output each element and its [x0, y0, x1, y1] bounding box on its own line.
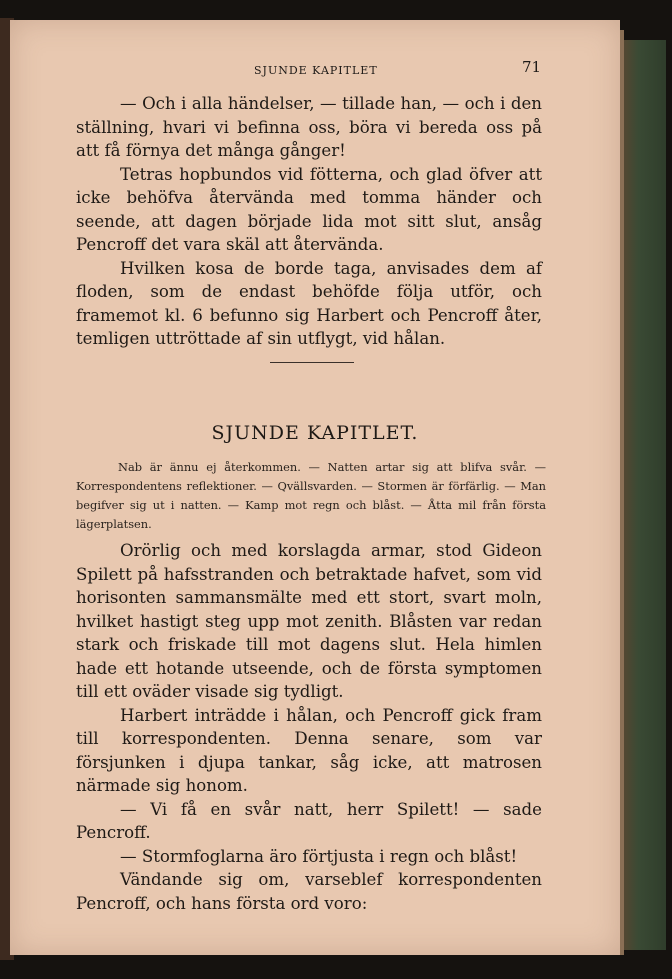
paragraph: Orörlig och med korslagda armar, stod Gideon Spilett på hafsstranden och betraktade hafvet, som vid horisonten sammansmälte med ett stort, svart moln, hvilket hastigt steg upp mot zenith. Blåsten var redan stark och friskade till mot dagens slut. Hela himlen hade ett hotande utseende, och de första symptomen till ett oväder visade sig tydligt.: [76, 541, 542, 701]
dialogue-line: — Stormfoglarna äro förtjusta i regn och blåst!: [120, 846, 518, 866]
section-divider: [270, 362, 354, 363]
paragraph: Tetras hopbundos vid fötterna, och glad öfver att icke behöfva återvända med tomma händer och seende, att dagen började lida mot sitt slut, ansåg Pencroff det vara skäl att återvända.: [76, 164, 542, 254]
chapter-text: [76, 539, 542, 915]
previous-chapter-text: [76, 92, 542, 351]
dialogue-line: — Vi få en svår natt, herr Spilett! — sade Pencroff.: [76, 799, 542, 842]
running-head: SJUNDE KAPITLET: [254, 64, 378, 77]
page-number: 71: [522, 58, 542, 76]
paragraph: Hvilken kosa de borde taga, anvisades dem af floden, som de endast behöfde följa utför, och framemot kl. 6 befunno sig Harbert och Pencroff åter, temligen uttröttade af sin utflygt, vid hålan.: [76, 258, 542, 348]
paragraph: Harbert inträdde i hålan, och Pencroff gick fram till korrespondenten. Denna senare, som var försjunken i djupa tankar, såg icke, att matrosen närmade sig honom.: [76, 705, 542, 795]
paragraph: — Och i alla händelser, — tillade han, — och i den ställning, hvari vi befinna oss, böra vi bereda oss på att få förnya det många gånger!: [76, 94, 542, 160]
paragraph: Vändande sig om, varseblef korrespondenten Pencroff, och hans första ord voro:: [76, 870, 542, 913]
chapter-summary-text: Nab är ännu ej återkommen. — Natten artar sig att blifva svår. — Korrespondentens reflektioner. — Qvällsvarden. — Stormen är förfärlig. — Man begifver sig ut i natten. — Kamp mot regn och blåst. — Åtta mil från första lägerplatsen.: [76, 460, 546, 531]
book-page: [10, 20, 620, 955]
book-cover-right: [620, 40, 666, 950]
chapter-summary: [76, 458, 546, 534]
chapter-title: SJUNDE KAPITLET.: [211, 422, 419, 444]
